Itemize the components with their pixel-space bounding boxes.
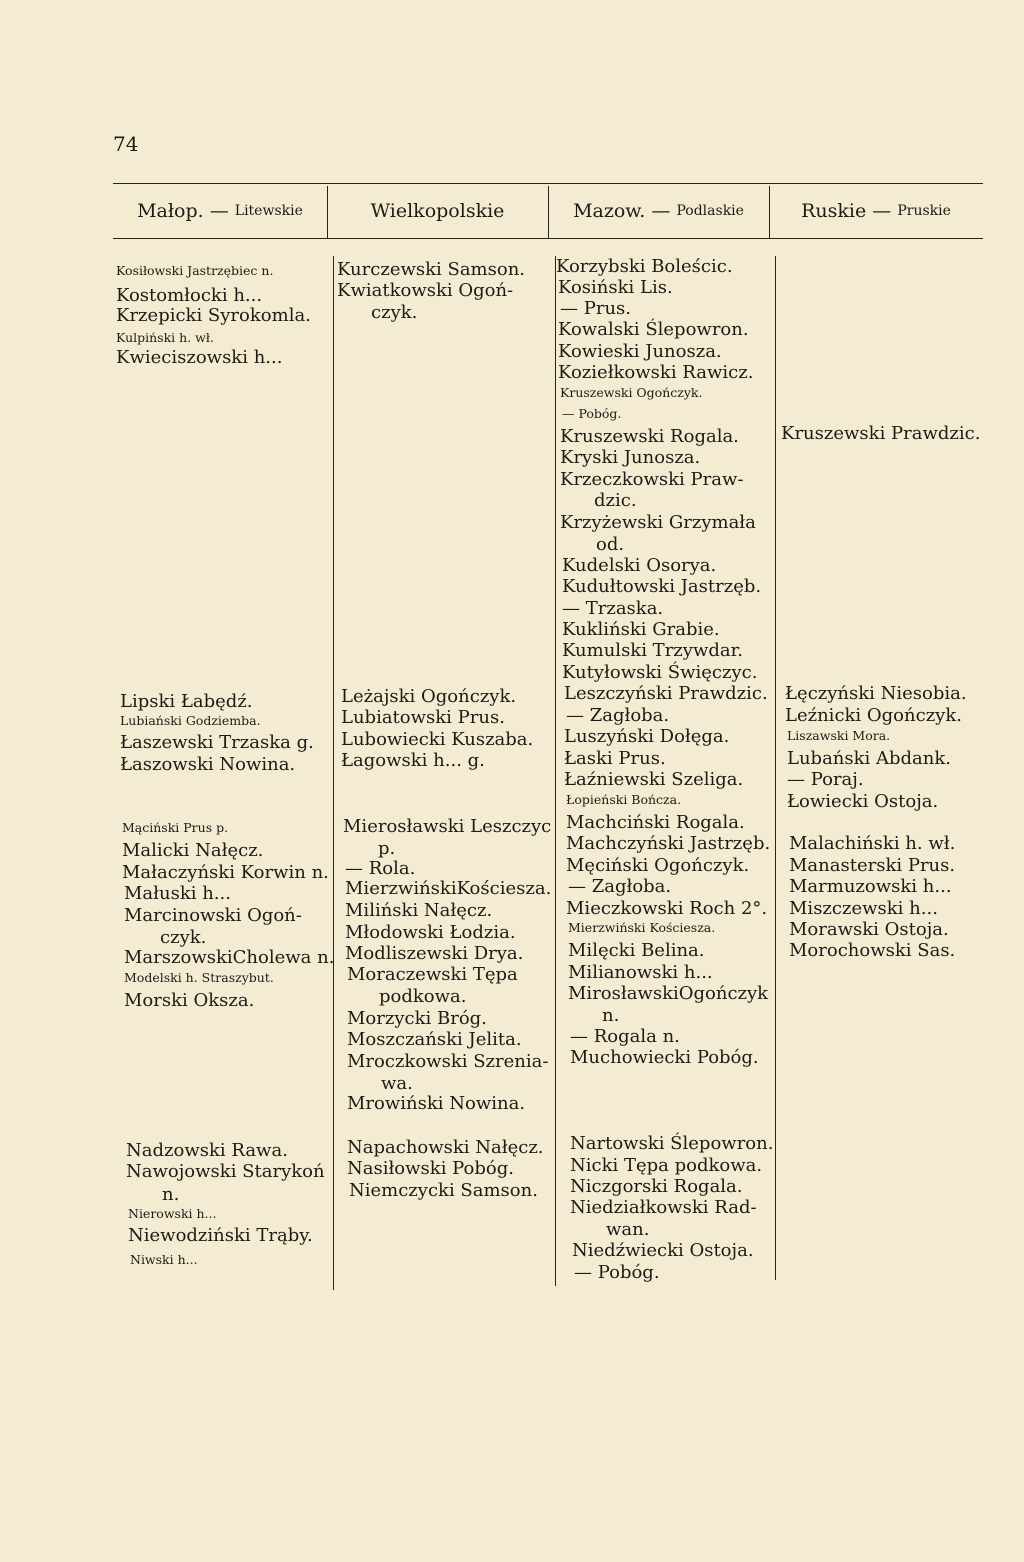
- col3-entry: Kruszewski Ogończyk.: [560, 385, 703, 400]
- col2-entry: Leżajski Ogończyk.: [341, 686, 517, 707]
- col1-entry: Kostomłocki h...: [116, 285, 263, 306]
- col1-entry: Mąciński Prus p.: [122, 820, 229, 835]
- col3-entry: Kukliński Grabie.: [562, 619, 720, 640]
- col2-entry: Moszczański Jelita.: [347, 1029, 522, 1050]
- col3-entry: Kutyłowski Święczyc.: [562, 662, 758, 683]
- col2-entry: czyk.: [371, 302, 418, 323]
- col4-entry: Kruszewski Prawdzic.: [781, 423, 981, 444]
- col1-entry: Modelski h. Straszybut.: [124, 970, 274, 985]
- col2-entry: — Rola.: [345, 858, 416, 879]
- col2-entry: Kwiatkowski Ogoń-: [337, 280, 514, 301]
- table-header-rule: [113, 238, 983, 239]
- col2-entry: Młodowski Łodzia.: [345, 922, 516, 943]
- col1-entry: Nawojowski Starykoń: [126, 1161, 325, 1182]
- col3-entry: — Zagłoba.: [566, 705, 670, 726]
- col3-entry: Kryski Junosza.: [560, 447, 701, 468]
- col3-entry: Kumulski Trzywdar.: [562, 640, 743, 661]
- col2-entry: Morzycki Bróg.: [347, 1008, 487, 1029]
- col1-entry: Marcinowski Ogoń-: [124, 905, 302, 926]
- col2-entry: Lubowiecki Kuszaba.: [341, 729, 534, 750]
- col3-entry: n.: [602, 1005, 620, 1026]
- table-top-rule: [113, 183, 983, 184]
- col3-entry: Krzyżewski Grzymała: [560, 512, 756, 533]
- col1-entry: Niwski h...: [130, 1252, 198, 1267]
- col1-entry: Łaszewski Trzaska g.: [120, 732, 314, 753]
- col3-entry: Kowalski Ślepowron.: [558, 319, 749, 340]
- col3-entry: Łaźniewski Szeliga.: [564, 769, 744, 790]
- col3-entry: Mierzwiński Kościesza.: [568, 920, 716, 935]
- col4-entry: Lubański Abdank.: [787, 748, 952, 769]
- col3-entry: Niedziałkowski Rad-: [570, 1197, 757, 1218]
- col2-entry: Modliszewski Drya.: [345, 943, 524, 964]
- header-ruskie-pruskie: Ruskie — Pruskie: [801, 200, 951, 222]
- col2-entry: Kurczewski Samson.: [337, 259, 526, 280]
- col3-entry: Niedźwiecki Ostoja.: [572, 1240, 754, 1261]
- col1-entry: Małaczyński Korwin n.: [122, 862, 329, 883]
- col3-entry: Kudelski Osorya.: [562, 555, 717, 576]
- col4-entry: Miszczewski h...: [789, 898, 938, 919]
- col2-entry: wa.: [381, 1073, 413, 1094]
- col3-entry: Leszczyński Prawdzic.: [564, 683, 768, 704]
- col4-entry: Leźnicki Ogończyk.: [785, 705, 962, 726]
- col3-entry: Męciński Ogończyk.: [566, 855, 750, 876]
- col4-entry: Manasterski Prus.: [789, 855, 956, 876]
- col4-entry: Liszawski Mora.: [787, 728, 891, 743]
- col3-entry: MirosławskiOgończyk: [568, 983, 769, 1004]
- col3-entry: Niczgorski Rogala.: [570, 1176, 743, 1197]
- col3-entry: — Pobóg.: [574, 1262, 660, 1283]
- col3-entry: od.: [596, 534, 625, 555]
- col2-entry: Moraczewski Tępa: [347, 964, 518, 985]
- col2-entry: Miliński Nałęcz.: [345, 900, 493, 921]
- col3-entry: Milęcki Belina.: [568, 940, 705, 961]
- col3-entry: Luszyński Dołęga.: [564, 726, 730, 747]
- col2-entry: Lubiatowski Prus.: [341, 707, 505, 728]
- col1-entry: czyk.: [160, 927, 207, 948]
- col3-entry: wan.: [606, 1219, 650, 1240]
- col1-entry: Kosiłowski Jastrzębiec n.: [116, 263, 274, 278]
- col4-entry: Łęczyński Niesobia.: [785, 683, 967, 704]
- col3-entry: Machciński Rogala.: [566, 812, 745, 833]
- page-number: 74: [113, 132, 139, 156]
- col3-entry: Nartowski Ślepowron.: [570, 1133, 774, 1154]
- col3-entry: — Rogala n.: [570, 1026, 680, 1047]
- col4-entry: Malachiński h. wł.: [789, 833, 956, 854]
- col4-entry: Łowiecki Ostoja.: [787, 791, 939, 812]
- col3-entry: — Zagłoba.: [568, 876, 672, 897]
- col3-entry: Kowieski Junosza.: [558, 341, 722, 362]
- col1-entry: Kwieciszowski h...: [116, 347, 283, 368]
- col1-entry: Malicki Nałęcz.: [122, 840, 264, 861]
- col2-entry: MierzwińskiKościesza.: [345, 878, 552, 899]
- col2-entry: Mroczkowski Szrenia-: [347, 1051, 549, 1072]
- col1-entry: Małuski h...: [124, 883, 231, 904]
- col4-entry: Morawski Ostoja.: [789, 919, 949, 940]
- col4-entry: Marmuzowski h...: [789, 876, 952, 897]
- header-mazow-podlaskie: Mazow. — Podlaskie: [573, 200, 744, 222]
- col3-entry: Muchowiecki Pobóg.: [570, 1047, 759, 1068]
- col3-entry: dzic.: [594, 490, 637, 511]
- col2-entry: p.: [378, 838, 396, 859]
- col1-entry: Morski Oksza.: [124, 990, 255, 1011]
- header-malop-litewskie: Małop. — Litewskie: [137, 200, 303, 222]
- col3-entry: Nicki Tępa podkowa.: [570, 1155, 763, 1176]
- col3-entry: Koziełkowski Rawicz.: [558, 362, 754, 383]
- col1-entry: Lubiański Godziemba.: [120, 713, 261, 728]
- col1-entry: Krzepicki Syrokomla.: [116, 305, 311, 326]
- col1-entry: MarszowskiCholewa n.: [124, 947, 335, 968]
- col3-entry: Korzybski Boleścic.: [556, 256, 733, 277]
- col2-entry: Łagowski h... g.: [341, 750, 485, 771]
- col3-entry: Krzeczkowski Praw-: [560, 469, 744, 490]
- col3-entry: Milianowski h...: [568, 962, 713, 983]
- header-wielkopolskie: Wielkopolskie: [370, 200, 505, 222]
- col4-entry: — Poraj.: [787, 769, 864, 790]
- col3-entry: — Trzaska.: [562, 598, 664, 619]
- col3-entry: Mieczkowski Roch 2°.: [566, 898, 768, 919]
- col3-entry: Łopieński Bończa.: [566, 792, 682, 807]
- col1-entry: Łaszowski Nowina.: [120, 754, 296, 775]
- col3-entry: Kosiński Lis.: [558, 277, 673, 298]
- col1-entry: n.: [162, 1184, 180, 1205]
- col2-entry: podkowa.: [379, 986, 467, 1007]
- col3-entry: Machczyński Jastrzęb.: [566, 833, 771, 854]
- column-divider-1-body: [333, 256, 334, 1290]
- col1-entry: Lipski Łabędź.: [120, 691, 253, 712]
- col3-entry: Kruszewski Rogala.: [560, 426, 739, 447]
- col1-entry: Niewodziński Trąby.: [128, 1225, 313, 1246]
- col3-entry: — Prus.: [560, 298, 631, 319]
- col2-entry: Mrowiński Nowina.: [347, 1093, 526, 1114]
- col2-entry: Mierosławski Leszczyc: [343, 816, 552, 837]
- col4-entry: Morochowski Sas.: [789, 940, 956, 961]
- col1-entry: Nadzowski Rawa.: [126, 1140, 288, 1161]
- col2-entry: Niemczycki Samson.: [349, 1180, 538, 1201]
- col3-entry: Łaski Prus.: [564, 748, 666, 769]
- col2-entry: Napachowski Nałęcz.: [347, 1137, 544, 1158]
- col3-entry: — Pobóg.: [562, 406, 622, 421]
- col1-entry: Nierowski h...: [128, 1206, 217, 1221]
- col1-entry: Kulpiński h. wł.: [116, 330, 214, 345]
- column-divider-3-body: [775, 256, 776, 1280]
- col3-entry: Kudułtowski Jastrzęb.: [562, 576, 762, 597]
- col2-entry: Nasiłowski Pobóg.: [347, 1158, 515, 1179]
- column-divider-2-body: [555, 256, 556, 1286]
